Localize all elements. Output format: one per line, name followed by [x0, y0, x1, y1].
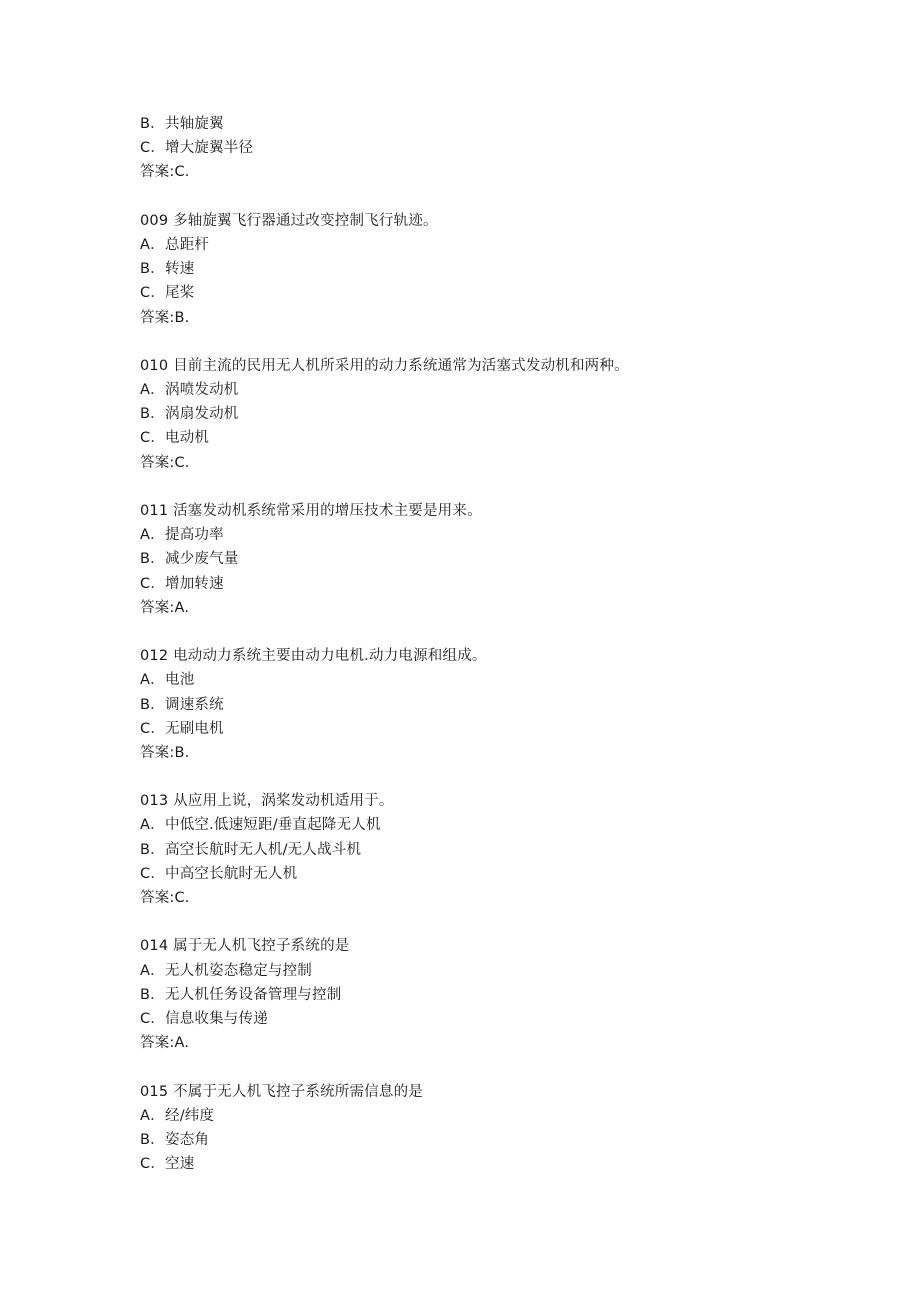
- option-c: C．尾桨: [140, 285, 195, 302]
- option-a: A．电池: [140, 672, 195, 689]
- option-a: A．涡喷发动机: [140, 382, 239, 399]
- option-c: C．中高空长航时无人机: [140, 865, 298, 882]
- option-a: A．中低空.低速短距/垂直起降无人机: [140, 817, 381, 834]
- option-b: B．共轴旋翼: [140, 116, 224, 132]
- option-a: A．经/纬度: [140, 1107, 215, 1124]
- question-stem: 012 电动动力系统主要由动力电机.动力电源和组成。: [140, 648, 487, 665]
- document-page: [140, 112, 880, 1176]
- question-stem: 014 属于无人机飞控子系统的是: [140, 938, 350, 955]
- answer-line: 答案:A.: [140, 599, 190, 616]
- option-b: B．高空长航时无人机/无人战斗机: [140, 841, 362, 858]
- answer-line: 答案:B.: [140, 744, 190, 761]
- option-c: C．增大旋翼半径: [140, 140, 254, 157]
- question-010: [140, 354, 880, 475]
- answer-line: 答案:C.: [140, 890, 190, 906]
- question-015: [140, 1080, 880, 1177]
- question-stem: 009 多轴旋翼飞行器通过改变控制飞行轨迹。: [140, 212, 438, 229]
- option-b: B．调速系统: [140, 696, 224, 713]
- option-a: A．提高功率: [140, 527, 224, 544]
- answer-line: 答案:C.: [140, 164, 190, 181]
- question-stem: 010 目前主流的民用无人机所采用的动力系统通常为活塞式发动机和两种。: [140, 357, 629, 374]
- question-011: [140, 499, 880, 620]
- question-fragment: [140, 112, 880, 185]
- option-b: B．姿态角: [140, 1131, 210, 1148]
- option-c: C．增加转速: [140, 575, 224, 592]
- option-a: A．无人机姿态稳定与控制: [140, 962, 312, 979]
- question-009: [140, 209, 880, 330]
- option-c: C．信息收集与传递: [140, 1010, 268, 1027]
- answer-line: 答案:C.: [140, 454, 190, 471]
- option-b: B．转速: [140, 261, 195, 278]
- question-013: [140, 789, 880, 910]
- answer-line: 答案:A.: [140, 1035, 190, 1052]
- option-b: B．无人机任务设备管理与控制: [140, 986, 342, 1003]
- option-b: B．减少废气量: [140, 551, 239, 568]
- question-stem: 011 活塞发动机系统常采用的增压技术主要是用来。: [140, 503, 482, 519]
- answer-line: 答案:B.: [140, 309, 190, 326]
- option-c: C．电动机: [140, 430, 210, 447]
- question-stem: 015 不属于无人机飞控子系统所需信息的是: [140, 1083, 423, 1100]
- question-stem: 013 从应用上说，涡桨发动机适用于。: [140, 793, 394, 810]
- question-014: [140, 934, 880, 1055]
- question-012: [140, 644, 880, 765]
- option-c: C．空速: [140, 1156, 195, 1173]
- option-a: A．总距杆: [140, 236, 210, 253]
- option-c: C．无刷电机: [140, 720, 224, 737]
- option-b: B．涡扇发动机: [140, 406, 239, 423]
